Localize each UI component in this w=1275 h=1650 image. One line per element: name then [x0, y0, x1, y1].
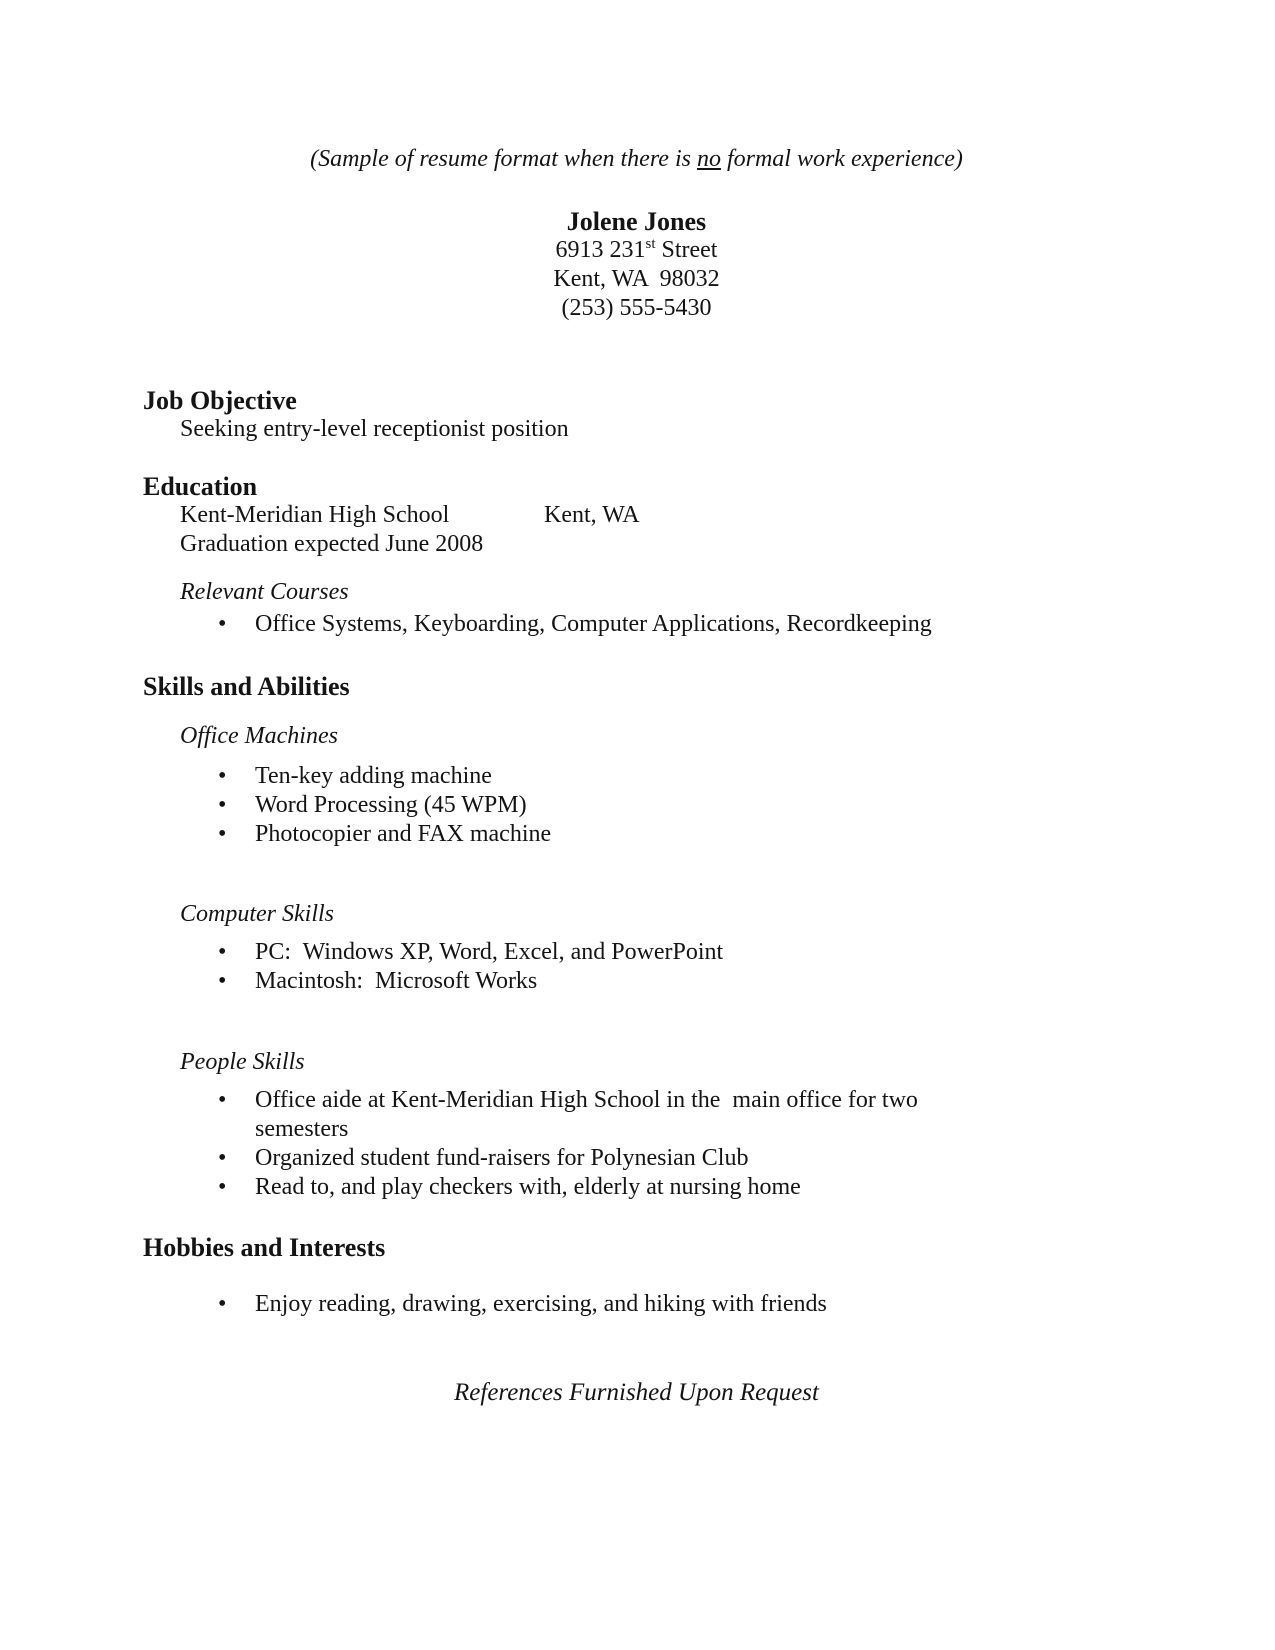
relevant-courses-label: Relevant Courses	[180, 579, 349, 605]
candidate-name: Jolene Jones	[566, 207, 707, 236]
office-machine-item-text: Ten-key adding machine	[255, 763, 492, 789]
education-heading: Education	[143, 472, 258, 501]
people-skill-item-text: Read to, and play checkers with, elderly at nursing home	[255, 1174, 801, 1200]
people-skill-item-text: Organized student fund-raisers for Polynesian Club	[255, 1145, 749, 1171]
office-machine-item-text: Word Processing (45 WPM)	[255, 792, 527, 818]
references-note: References Furnished Upon Request	[454, 1379, 819, 1406]
skills-heading: Skills and Abilities	[143, 672, 350, 701]
street-number: 6913 231	[555, 237, 646, 263]
sample-format-note	[143, 145, 1130, 174]
city-state-zip-line: Kent, WA 98032	[553, 266, 720, 292]
people-skill-item	[143, 1144, 1130, 1173]
sample-note-underlined-word: no	[696, 146, 721, 172]
computer-skill-item-text: Macintosh: Microsoft Works	[255, 968, 538, 994]
computer-skill-item	[143, 938, 1130, 967]
people-skill-item	[143, 1173, 1130, 1202]
office-machines-list	[143, 762, 1130, 849]
course-item	[143, 610, 1130, 639]
office-machine-item-text: Photocopier and FAX machine	[255, 821, 552, 847]
hobby-item	[143, 1290, 1130, 1319]
phone-line: (253) 555-5430	[561, 295, 712, 321]
job-objective-heading: Job Objective	[143, 386, 297, 415]
job-objective-text: Seeking entry-level receptionist position	[180, 416, 569, 442]
computer-skills-label: Computer Skills	[180, 901, 334, 927]
graduation-line: Graduation expected June 2008	[180, 531, 484, 557]
course-item-text: Office Systems, Keyboarding, Computer Applications, Recordkeeping	[255, 611, 932, 637]
sample-note-suffix: formal work experience)	[720, 146, 963, 172]
hobbies-list	[143, 1290, 1130, 1319]
computer-skill-item	[143, 967, 1130, 996]
office-machines-label: Office Machines	[180, 723, 338, 749]
people-skills-list	[143, 1086, 1130, 1202]
people-skill-item	[143, 1086, 953, 1144]
hobbies-heading: Hobbies and Interests	[143, 1233, 386, 1262]
street-ordinal-suffix: st	[645, 236, 656, 252]
computer-skill-item-text: PC: Windows XP, Word, Excel, and PowerPoint	[255, 939, 724, 965]
office-machine-item	[143, 762, 1130, 791]
office-machine-item	[143, 791, 1130, 820]
people-skill-item-text: Office aide at Kent-Meridian High School in the main office for two semesters	[255, 1087, 924, 1142]
school-line	[180, 501, 1130, 530]
school-name: Kent-Meridian High School	[180, 502, 450, 528]
sample-note-prefix: (Sample of resume format when there is	[310, 146, 697, 172]
relevant-courses-list	[143, 610, 1130, 639]
hobby-item-text: Enjoy reading, drawing, exercising, and hiking with friends	[255, 1291, 827, 1317]
computer-skills-list	[143, 938, 1130, 996]
street-address-line	[143, 236, 1130, 265]
street-name: Street	[655, 237, 718, 263]
school-location: Kent, WA	[544, 502, 640, 528]
office-machine-item	[143, 820, 1130, 849]
people-skills-label: People Skills	[180, 1049, 305, 1075]
